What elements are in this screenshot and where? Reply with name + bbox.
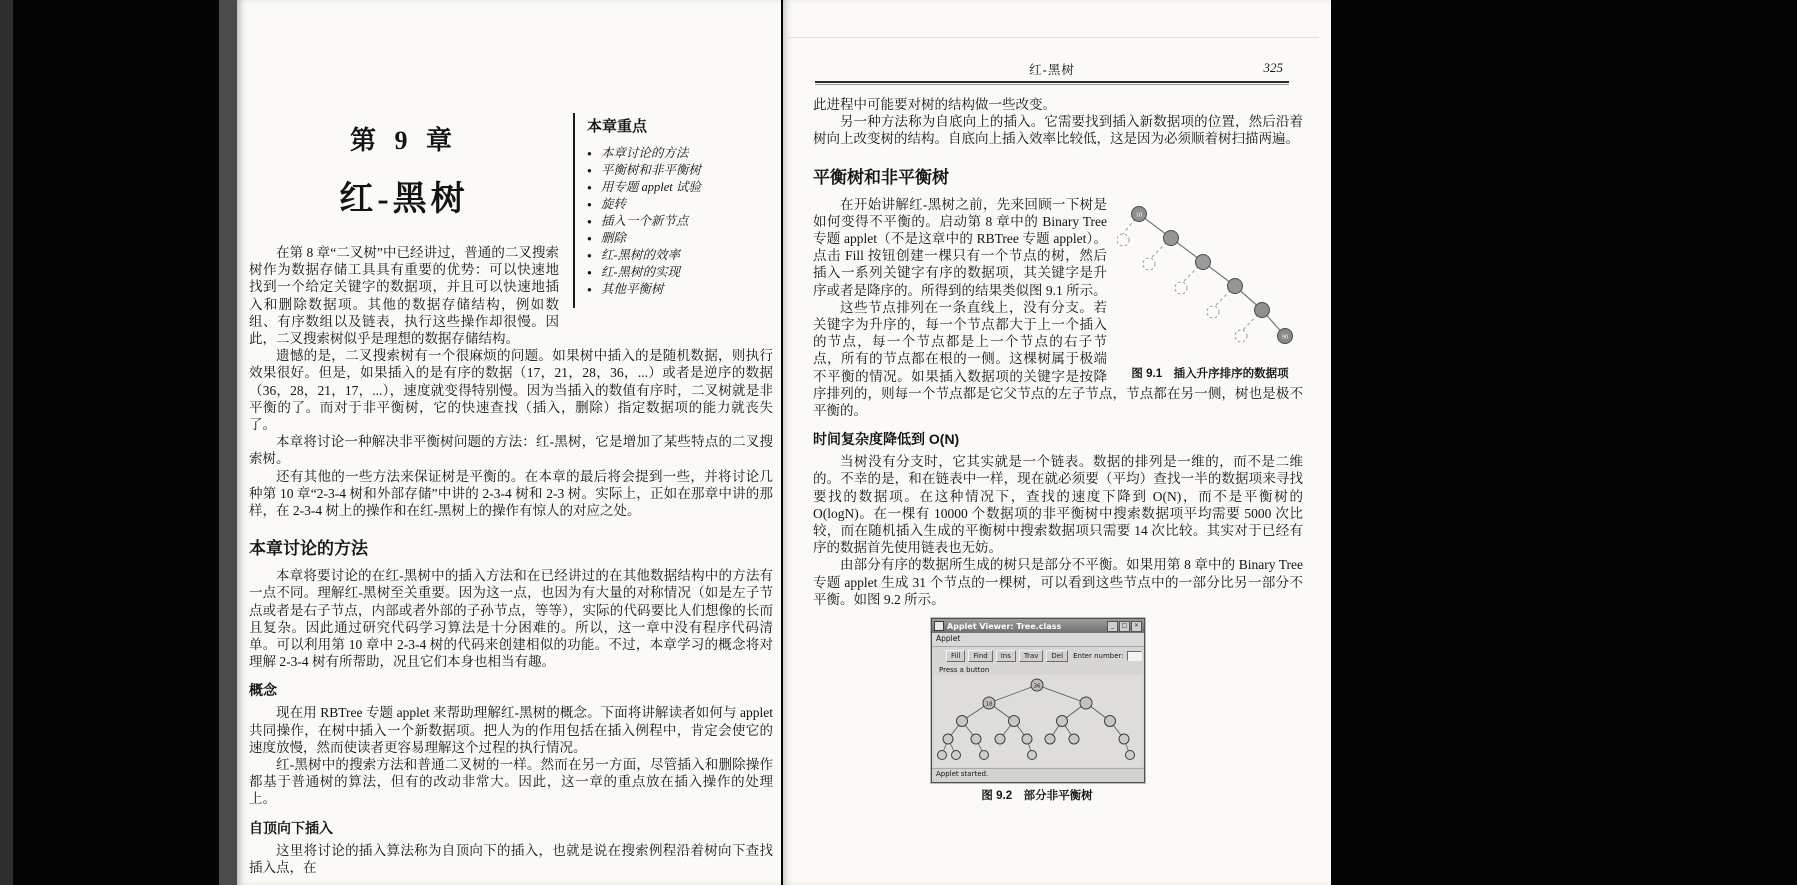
bullet-icon: ● (587, 268, 592, 277)
intro-paragraph-2: 遗憾的是，二叉搜索树有一个很麻烦的问题。如果树中插入的是随机数据，则执行效果很好。但是，如果插入的是有序的数据（17，21，28，36，...）或者是逆序的数据（36，28，21，17，...），速度就变得特别慢。因为当插入的数值有序时，二叉树就是非平衡的了。而对于非平衡树，它的快速查找（插入，删除）指定数据项的能力就丧失了。 (249, 348, 773, 433)
highlight-item (587, 179, 773, 196)
page-number: 325 (1263, 60, 1283, 75)
subsection-heading-on: 时间复杂度降低到 O(N) (813, 431, 960, 448)
highlight-item (587, 196, 773, 213)
bullet-icon: ● (587, 149, 592, 158)
close-icon: × (1131, 621, 1142, 632)
applet-button: Trav (1019, 650, 1044, 662)
tree-root-label: 36 (1033, 683, 1041, 690)
applet-status-bar: Applet started. (932, 768, 1144, 782)
bullet-icon: ● (587, 200, 592, 209)
bullet-icon: ● (587, 217, 592, 226)
figure-9-2 (931, 618, 1143, 803)
highlights-list (587, 145, 773, 298)
applet-button: Fill (946, 650, 965, 662)
applet-buttons (946, 650, 1068, 662)
highlight-item-label: 本章讨论的方法 (600, 146, 689, 160)
section-heading-balance: 平衡树和非平衡树 (813, 167, 949, 187)
highlight-item (587, 230, 773, 247)
highlight-item-label: 其他平衡树 (600, 282, 664, 296)
highlight-item-label: 旋转 (600, 197, 626, 211)
chain-first-node-label: 10 (1135, 211, 1143, 219)
bullet-icon: ● (587, 234, 592, 243)
press-button-hint: Press a button (939, 666, 990, 675)
continuation-paragraph-2: 另一种方法称为自底向上的插入。它需要找到插入新数据项的位置，然后沿着树向上改变树的结构。自底向上插入效率比较低，这是因为必须顺着树扫描两遍。 (813, 114, 1303, 147)
applet-button: Ins (996, 650, 1016, 662)
highlight-item (587, 145, 773, 162)
left-page (237, 0, 781, 885)
applet-title-bar (932, 619, 1144, 633)
minimize-icon: _ (1107, 621, 1118, 632)
section-heading-method: 本章讨论的方法 (249, 539, 368, 559)
enter-number-label: Enter number: (1073, 652, 1124, 661)
highlight-item-label: 用专题 applet 试验 (600, 180, 701, 194)
highlights-title: 本章重点 (587, 118, 648, 135)
chapter-highlights-box (573, 113, 773, 308)
number-input-field (1127, 651, 1142, 661)
highlight-item-label: 红-黑树的效率 (600, 248, 681, 262)
scan-left-dark-strip (0, 0, 13, 885)
continuation-paragraph-1: 此进程中可能要对树的结构做一些改变。 (813, 97, 1056, 112)
running-header-title: 红-黑树 (1029, 63, 1075, 77)
intro-paragraph-3: 本章将讨论一种解决非平衡树问题的方法：红-黑树，它是增加了某些特点的二叉搜索树。 (249, 434, 773, 467)
topdown-paragraph: 这里将讨论的插入算法称为自顶向下的插入，也就是说在搜索例程沿着树向下查找插入点，在 (249, 842, 773, 875)
figure-9-1 (1117, 198, 1303, 381)
intro-paragraph-4: 还有其他的一些方法来保证树是平衡的。在本章的最后将会提到一些，并将讨论几种第 10 章“2-3-4 树和外部存储”中讲的 2-3-4 树和 2-3 树。实际上，正如在那章中讲的那样，在 2-3-4 树上的操作和在红-黑树上的操作有惊人的对应之处。 (249, 468, 773, 519)
right-page (783, 0, 1331, 885)
applet-menu-bar: Applet (932, 633, 1144, 647)
on-paragraph-1: 当树没有分支时，它其实就是一个链表。数据的排列是一维的，而不是二维的。不幸的是，和在链表中一样，现在就必须要（平均）查找一半的数据项来寻找要找的数据项。在这种情况下，查找的速度下降到 O(N)，而不是平衡树的 O(logN)。在一棵有 10000 个数据项的非平衡树中搜索数据项平均需要 5000 次比较，而在随机插入生成的平衡树中搜索数据项只需要 14 次比较。其实对于已经有序的数据首先使用链表也无妨。 (813, 454, 1303, 556)
applet-button: Find (968, 650, 992, 662)
bullet-icon: ● (587, 166, 592, 175)
balance-paragraph-1: 在开始讲解红-黑树之前，先来回顾一下树是如何变得不平衡的。启动第 8 章中的 Binary Tree 专题 applet（不是这章中的 RBTree 专题 applet）。点击 Fill 按钮创建一棵只有一个节点的树，然后插入一系列关键字有序的数据项，其关键字是升序或者是降序的。所得到的结果类似图 9.1 所示。 (813, 196, 1107, 298)
maximize-icon: □ (1119, 621, 1130, 632)
applet-tree-canvas (934, 675, 1142, 767)
subsection-heading-concept: 概念 (249, 682, 277, 699)
running-header (815, 60, 1289, 79)
on-paragraph-2: 由部分有序的数据所生成的树只是部分不平衡。如果用第 8 章中的 Binary Tree 专题 applet 生成 31 个节点的一棵树，可以看到这些节点中的一部分比另一部分不平衡。如图 9.2 所示。 (813, 557, 1303, 607)
concept-paragraph-1: 现在用 RBTree 专题 applet 来帮助理解红-黑树的概念。下面将讲解读者如何与 applet 共同操作，在树中插入一个新数据项。把人为的作用包括在插入例程中，肯定会使它的速度放慢，然而使读者更容易理解这个过程的执行情况。 (249, 705, 773, 755)
window-controls (1107, 621, 1142, 632)
subsection-heading-topdown: 自顶向下插入 (249, 819, 333, 836)
page-edge-shadow-strip (219, 0, 237, 885)
highlight-item-label: 平衡树和非平衡树 (600, 163, 701, 177)
concept-paragraph-2: 红-黑树中的搜索方法和普通二叉树的一样。然而在另一方面，尽管插入和删除操作都基于普通树的算法，但有的改动非常大。因此，这一章的重点放在插入操作的处理上。 (249, 757, 773, 807)
partial-unbalanced-tree-diagram (934, 675, 1140, 767)
figure-9-2-caption: 图 9.2 部分非平衡树 (981, 790, 1093, 803)
highlight-item (587, 281, 773, 298)
highlight-item (587, 213, 773, 230)
applet-button: Del (1046, 650, 1068, 662)
ascending-chain-diagram (1117, 198, 1303, 356)
chapter-title: 红-黑树 (339, 181, 469, 218)
applet-window-screenshot (931, 618, 1145, 783)
highlight-item (587, 247, 773, 264)
bullet-icon: ● (587, 251, 592, 260)
tree-child-label: 18 (985, 701, 993, 708)
chapter-number: 第 9 章 (349, 126, 458, 155)
highlight-item (587, 264, 773, 281)
method-paragraph: 本章将要讨论的在红-黑树中的插入方法和在已经讲过的在其他数据结构中的方法有一点不同。理解红-黑树至关重要。因为这一点，也因为有大量的对称情况（如是左子节点或者是右子节点，内部或者外部的子孙节点，等等），实际的代码要比人们想像的长而且复杂。因此通过研究代码学习算法是十分困难的。所以，这一章中没有程序代码清单。可以利用第 10 章中 2-3-4 树的代码来创建相似的功能。不过，本章学习的概念将对理解 2-3-4 树有所帮助，况且它们本身也相当有趣。 (249, 568, 773, 670)
bullet-icon: ● (587, 285, 592, 294)
bullet-icon: ● (587, 183, 592, 192)
highlight-item-label: 删除 (600, 231, 626, 245)
intro-paragraph-1: 在第 8 章“二叉树”中已经讲过，普通的二叉搜索树作为数据存储工具具有重要的优势：可以快速地找到一个给定关键字的数据项，并且可以快速地插入和删除数据项。其他的数据存储结构，例如数组、有序数组以及链表，执行这些操作却很慢。因此，二叉搜索树似乎是理想的数据存储结构。 (249, 245, 559, 347)
highlight-item-label: 红-黑树的实现 (600, 265, 681, 279)
applet-window-title: Applet Viewer: Tree.class (947, 621, 1062, 631)
highlight-item (587, 162, 773, 179)
figure-9-1-caption: 图 9.1 插入升序排序的数据项 (1131, 367, 1289, 380)
highlight-item-label: 插入一个新节点 (600, 214, 689, 228)
applet-toolbar (932, 647, 1144, 663)
chain-last-node-label: 90 (1281, 333, 1289, 341)
applet-window-icon (934, 621, 944, 631)
balance-paragraph-2: 这些节点排列在一条直线上，没有分支。若关键字为升序的，每一个节点都大于上一个插入的节点，每一个节点都是上一个节点的右子节点，所有的节点都在根的一侧。这棵树属于极端不平衡的情况。如果插入数据项的关键字是按降序排列的，则每一个节点都是它父节点的左子节点，节点都在另一侧，树也是极不平衡的。 (813, 299, 1303, 419)
header-rule (815, 81, 1289, 85)
